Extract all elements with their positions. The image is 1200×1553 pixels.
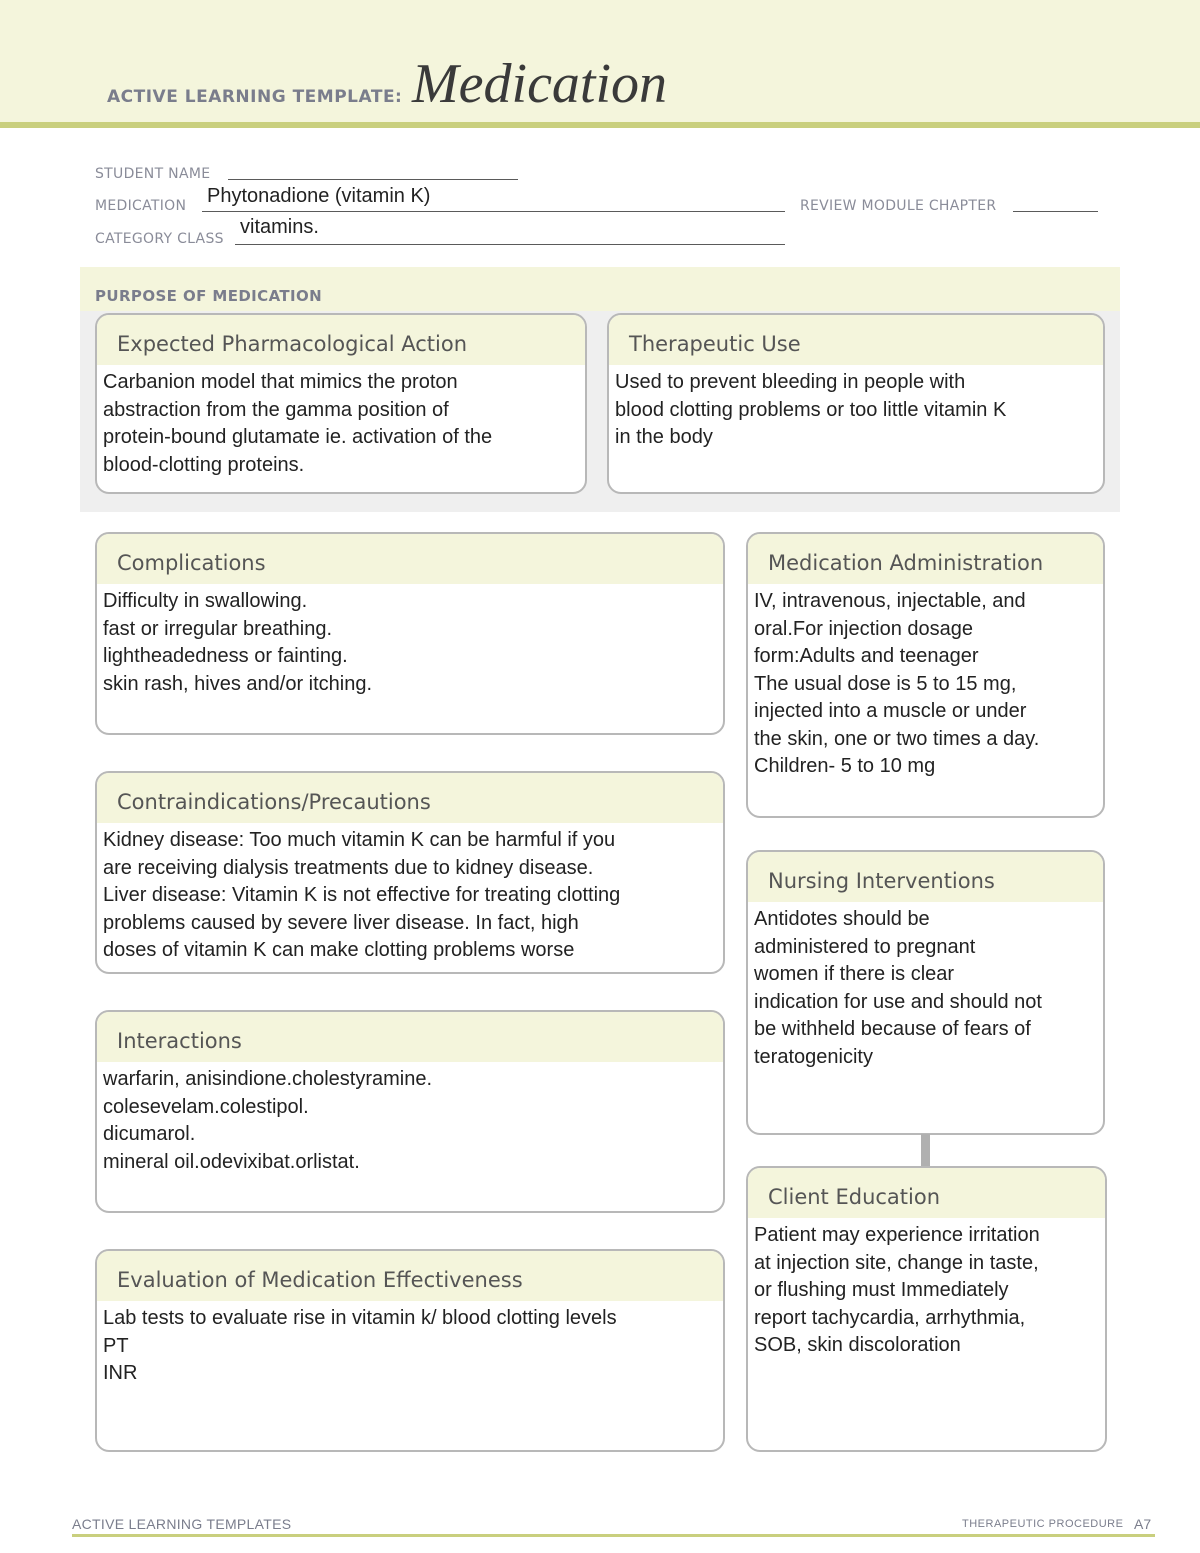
complications-box[interactable] [95,532,725,735]
therapeutic-use-box[interactable] [607,313,1105,494]
nursing-interventions-title: Nursing Interventions [748,852,1103,902]
category-class-label: CATEGORY CLASS [95,231,224,247]
contraindications-title: Contraindications/Precautions [97,773,723,823]
expected-action-title: Expected Pharmacological Action [97,315,585,365]
medication-administration-box[interactable] [746,532,1105,818]
footer-left-text: ACTIVE LEARNING TEMPLATES [72,1516,292,1532]
evaluation-title: Evaluation of Medication Effectiveness [97,1251,723,1301]
evaluation-body: Lab tests to evaluate rise in vitamin k/ blood clotting levels PT INR [103,1307,617,1384]
footer-rule [72,1534,1155,1537]
box-connector [921,1134,930,1166]
complications-body: Difficulty in swallowing. fast or irregular breathing. lightheadedness or fainting. skin rash, hives and/or itching. [103,590,373,695]
evaluation-box[interactable] [95,1249,725,1452]
medication-value: Phytonadione (vitamin K) [207,185,431,207]
page-number: A7 [1134,1516,1152,1532]
nursing-interventions-box[interactable] [746,850,1105,1135]
client-education-title: Client Education [748,1168,1105,1218]
footer-right-text: THERAPEUTIC PROCEDURE [962,1518,1124,1530]
medication-line[interactable] [202,210,785,212]
contraindications-body: Kidney disease: Too much vitamin K can be harmful if you are receiving dialysis treatments due to kidney disease. Liver disease: Vitamin K is not effective for treating clotting problems caused by severe liver disease. In fact, high doses of vitamin K can make clotting problems worse [103,829,621,961]
review-module-label: REVIEW MODULE CHAPTER [800,198,997,214]
therapeutic-use-title: Therapeutic Use [609,315,1103,365]
medication-label: MEDICATION [95,198,187,214]
interactions-box[interactable] [95,1010,725,1213]
student-name-line[interactable] [228,178,518,180]
student-name-label: STUDENT NAME [95,166,211,182]
contraindications-box[interactable] [95,771,725,974]
medication-administration-body: IV, intravenous, injectable, and oral.For injection dosage form:Adults and teenager The usual dose is 5 to 15 mg, injected into a muscle or under the skin, one or two times a day. Children- 5 to 10 mg [754,590,1040,777]
category-class-value: vitamins. [240,216,319,238]
complications-title: Complications [97,534,723,584]
expected-action-body: Carbanion model that mimics the proton abstraction from the gamma position of protein-bound glutamate ie. activation of the blood-clotting proteins. [103,371,493,476]
client-education-body: Patient may experience irritation at injection site, change in taste, or flushing must Immediately report tachycardia, arrhythmia, SOB, skin discoloration [754,1224,1040,1356]
client-education-box[interactable] [746,1166,1107,1452]
interactions-body: warfarin, anisindione.cholestyramine. colesevelam.colestipol. dicumarol. mineral oil.odevixibat.orlistat. [103,1068,433,1173]
header-rule [0,122,1200,128]
purpose-label: PURPOSE OF MEDICATION [95,287,323,305]
expected-action-box[interactable] [95,313,587,494]
nursing-interventions-body: Antidotes should be administered to pregnant women if there is clear indication for use and should not be withheld because of fears of teratogenicity [754,908,1042,1068]
page-title: Medication [412,53,668,115]
category-class-line[interactable] [235,243,785,245]
review-module-line[interactable] [1013,210,1098,212]
template-label: ACTIVE LEARNING TEMPLATE: [107,87,403,107]
medication-administration-title: Medication Administration [748,534,1103,584]
interactions-title: Interactions [97,1012,723,1062]
therapeutic-use-body: Used to prevent bleeding in people with blood clotting problems or too little vitamin K in the body [615,371,1007,448]
